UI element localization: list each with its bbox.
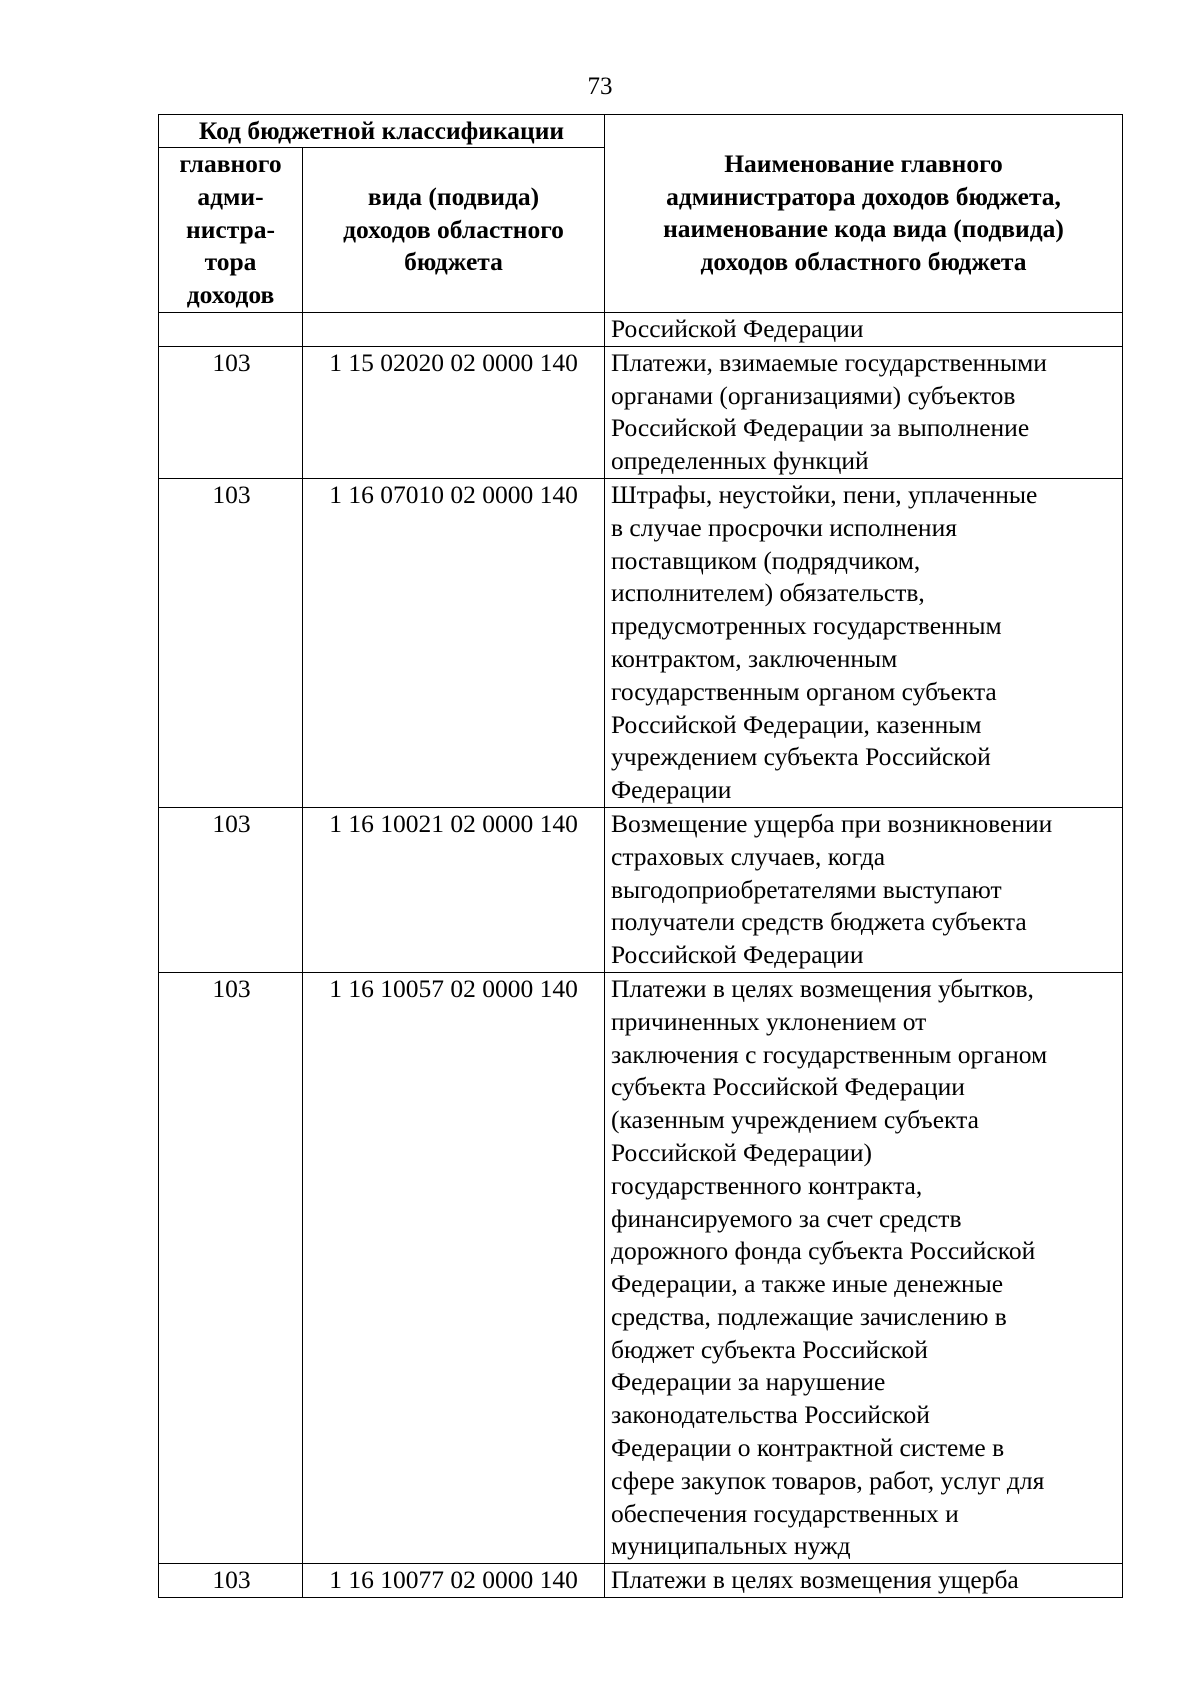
income-name-line: страховых случаев, когда — [611, 841, 886, 871]
income-name-line: предусмотренных государственным — [611, 611, 1002, 641]
income-name-line: заключения с государственным органом — [611, 1039, 1048, 1069]
admin-code-cell: 103 — [159, 1564, 303, 1598]
income-name-line: Платежи в целях возмещения ущерба — [611, 1565, 1019, 1595]
admin-code-cell: 103 — [159, 478, 303, 807]
income-name-cell — [605, 1564, 1123, 1598]
income-name-line: Федерации, а также иные денежные — [611, 1269, 1004, 1299]
header-code-line: бюджета — [404, 247, 503, 277]
income-name-line: Штрафы, неустойки, пени, уплаченные — [611, 479, 1038, 509]
income-name-line: Платежи, взимаемые государственными — [611, 347, 1047, 377]
header-code-line: доходов областного — [343, 214, 564, 244]
table-row — [159, 1564, 1123, 1598]
table-row — [159, 807, 1123, 972]
income-name-line: Федерации о контрактной системе в — [611, 1433, 1005, 1463]
header-admin-line: главного — [179, 149, 282, 178]
admin-code-cell — [159, 312, 303, 346]
income-name-cell — [605, 346, 1123, 478]
income-name-line: законодательства Российской — [611, 1400, 930, 1430]
table-header — [159, 115, 1123, 313]
table-row — [159, 346, 1123, 478]
income-name-line: учреждением субъекта Российской — [611, 742, 991, 772]
income-name-line: Федерации — [611, 775, 732, 805]
income-code-cell: 1 16 10021 02 0000 140 — [303, 807, 605, 972]
income-name-line: (казенным учреждением субъекта — [611, 1105, 979, 1135]
header-group-label: Код бюджетной классификации — [159, 115, 605, 148]
income-name-line: Российской Федерации — [611, 940, 864, 970]
income-name-line: причиненных уклонением от — [611, 1006, 927, 1036]
income-name-line: получатели средств бюджета субъекта — [611, 907, 1027, 937]
income-name-line: определенных функций — [611, 446, 869, 476]
income-name-cell — [605, 972, 1123, 1563]
admin-code-cell: 103 — [159, 972, 303, 1563]
income-name-line: исполнителем) обязательств, — [611, 578, 925, 608]
income-name-line: органами (организациями) субъектов — [611, 380, 1016, 410]
income-name-line: государственного контракта, — [611, 1170, 923, 1200]
income-name-line: дорожного фонда субъекта Российской — [611, 1236, 1036, 1266]
header-admin-line: нистра- — [186, 214, 275, 244]
income-name-line: Российской Федерации за выполнение — [611, 413, 1030, 443]
budget-classification-table — [158, 114, 1123, 1598]
income-name-line: в случае просрочки исполнения — [611, 512, 957, 542]
header-name-line: доходов областного бюджета — [700, 247, 1027, 277]
table-body — [159, 312, 1123, 1597]
page-number: 73 — [587, 73, 613, 100]
income-code-cell: 1 15 02020 02 0000 140 — [303, 346, 605, 478]
income-name-line: Платежи в целях возмещения убытков, — [611, 973, 1034, 1003]
income-name-line: Российской Федерации) — [611, 1137, 872, 1167]
income-name-line: Федерации за нарушение — [611, 1367, 886, 1397]
income-code-cell: 1 16 10057 02 0000 140 — [303, 972, 605, 1563]
income-name-line: поставщиком (подрядчиком, — [611, 545, 921, 575]
header-admin-line: доходов — [186, 280, 275, 310]
income-name-line: выгодоприобретателями выступают — [611, 874, 1002, 904]
income-name-line: Российской Федерации — [611, 313, 864, 343]
income-name-line: контрактом, заключенным — [611, 643, 898, 673]
income-name-line: сфере закупок товаров, работ, услуг для — [611, 1465, 1045, 1495]
income-name-line: бюджет субъекта Российской — [611, 1334, 928, 1364]
header-admin-line: тора — [204, 247, 257, 277]
income-code-cell: 1 16 10077 02 0000 140 — [303, 1564, 605, 1598]
income-name-line: обеспечения государственных и — [611, 1498, 959, 1528]
income-name-line: средства, подлежащие зачислению в — [611, 1301, 1007, 1331]
header-code-line: вида (подвида) — [367, 181, 540, 211]
income-name-cell — [605, 478, 1123, 807]
income-name-line: финансируемого за счет средств — [611, 1203, 962, 1233]
income-name-cell — [605, 807, 1123, 972]
income-name-line: субъекта Российской Федерации — [611, 1072, 965, 1102]
header-name-line: администратора доходов бюджета, — [666, 181, 1061, 211]
income-name-line: муниципальных нужд — [611, 1531, 851, 1561]
table-row — [159, 972, 1123, 1563]
header-admin-column — [159, 148, 303, 313]
header-row-top — [159, 115, 1123, 148]
header-name-line: Наименование главного — [724, 148, 1003, 178]
admin-code-cell: 103 — [159, 346, 303, 478]
admin-code-cell: 103 — [159, 807, 303, 972]
header-admin-line: адми- — [197, 181, 264, 211]
header-name-line: наименование кода вида (подвида) — [663, 214, 1064, 244]
income-name-line: государственным органом субъекта — [611, 676, 997, 706]
header-name-column — [605, 115, 1123, 313]
income-code-cell: 1 16 07010 02 0000 140 — [303, 478, 605, 807]
table-row — [159, 312, 1123, 346]
table-row — [159, 478, 1123, 807]
income-name-line: Возмещение ущерба при возникновении — [611, 808, 1053, 838]
income-name-line: Российской Федерации, казенным — [611, 709, 982, 739]
header-code-column — [303, 148, 605, 313]
income-name-cell — [605, 312, 1123, 346]
income-code-cell — [303, 312, 605, 346]
